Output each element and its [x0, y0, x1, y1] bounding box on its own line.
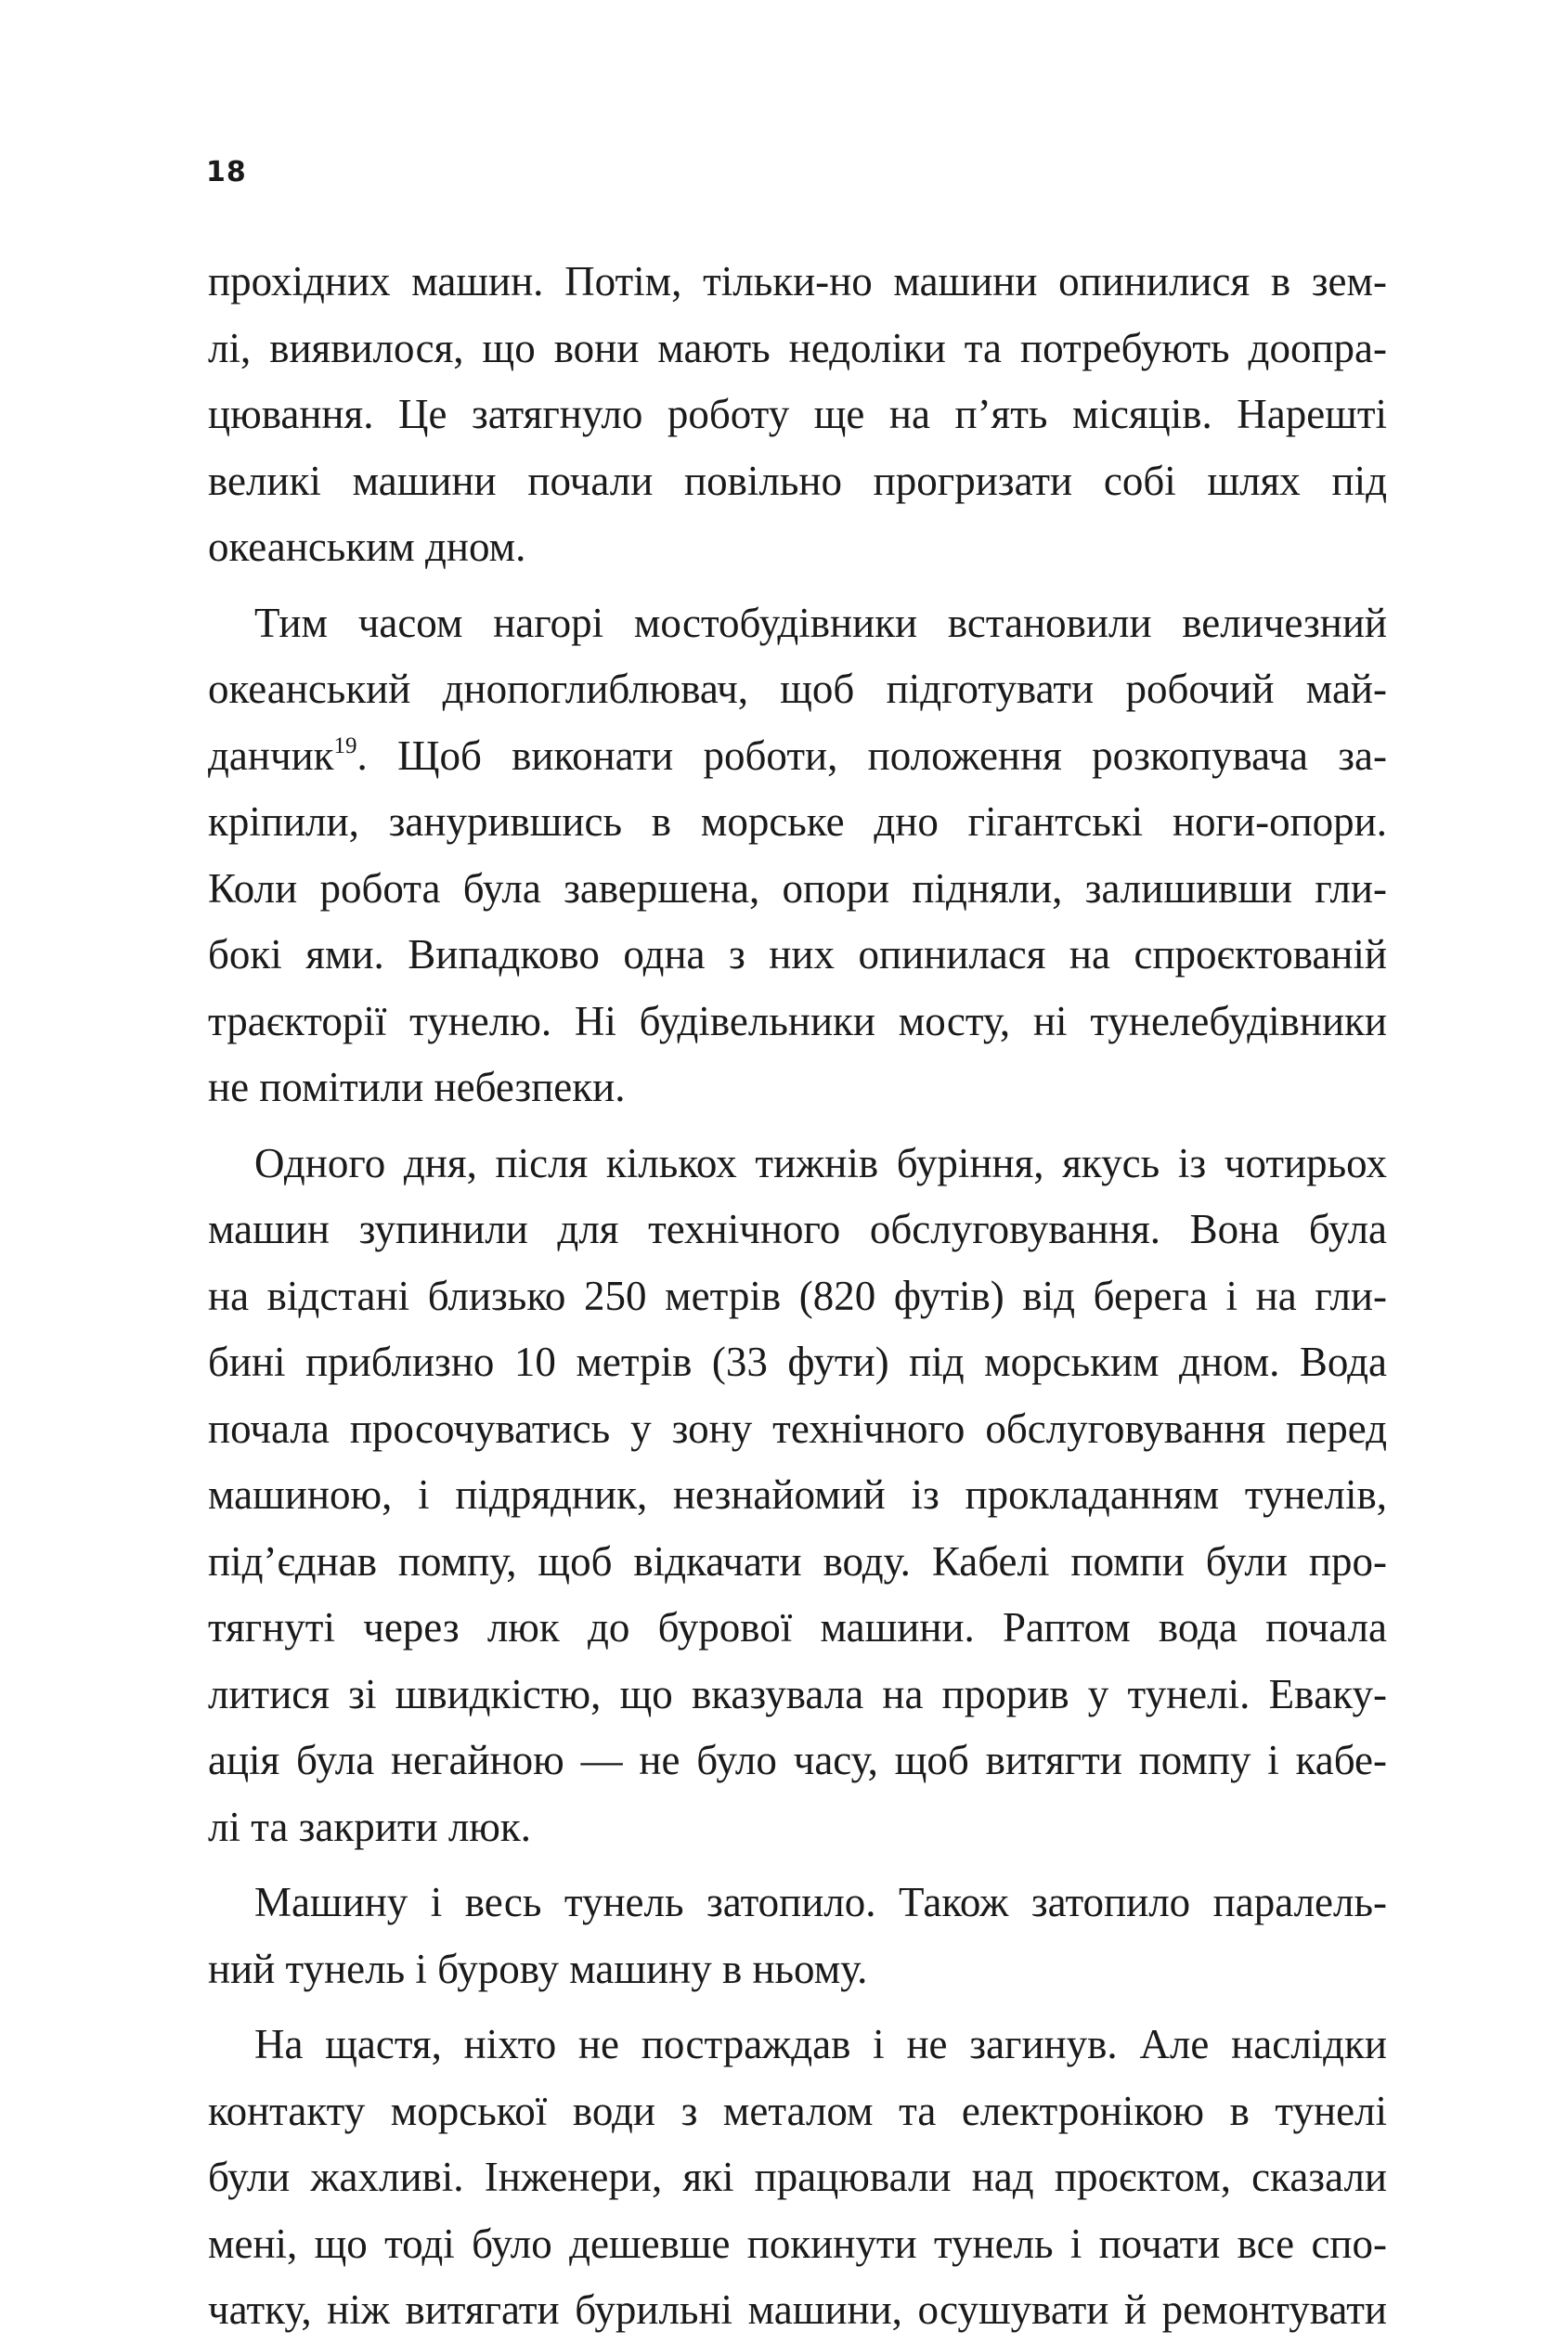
text-line: океанський днопоглиблювач, щоб підготувати робочий май- — [208, 666, 1387, 712]
text-line — [208, 723, 1387, 790]
text-line: бокі ями. Випадково одна з них опинилася на спроєктованій — [208, 931, 1387, 978]
text-line: під’єднав помпу, щоб відкачати воду. Кабелі помпи були про- — [208, 1537, 1387, 1585]
text-line: Коли робота була завершена, опори підняли, залишивши гли- — [208, 864, 1387, 912]
text-fragment: . Щоб виконати роботи, положення розкопувача за- — [356, 732, 1387, 779]
text-line: океанським дном. — [208, 524, 526, 570]
paragraph — [208, 1870, 1387, 2002]
body-text — [208, 249, 1387, 2344]
paragraph — [208, 2012, 1387, 2344]
text-line: бині приблизно 10 метрів (33 фути) під морським дном. Вода — [208, 1339, 1387, 1385]
page-number: 18 — [206, 156, 247, 188]
text-line: литися зі швидкістю, що вказувала на прорив у тунелі. Евaку- — [208, 1670, 1387, 1717]
paragraph — [208, 249, 1387, 581]
text-line: контакту морської води з металом та електронікою в тунелі — [208, 2087, 1387, 2134]
text-line: машиною, і підрядник, незнайомий із прокладанням тунелів, — [208, 1471, 1387, 1518]
text-line: на відстані близько 250 метрів (820 футів) від берега і на гли- — [208, 1272, 1387, 1319]
text-line: були жахливі. Інженери, які працювали над проєктом, сказали — [208, 2154, 1387, 2200]
text-line: Машину і весь тунель затопило. Також затопило паралель- — [254, 1879, 1387, 1925]
text-line: прохідних машин. Потім, тільки-но машини опинилися в зем- — [208, 258, 1387, 304]
text-line: мені, що тоді було дешевше покинути тунель і почати все спо- — [208, 2220, 1387, 2267]
text-line: цювання. Це затягнуло роботу ще на п’ять місяців. Нарешті — [208, 391, 1387, 437]
text-line: Одного дня, після кількох тижнів буріння, якусь із чотирьох — [254, 1139, 1387, 1186]
text-line: ний тунель і бурову машину в ньому. — [208, 1945, 868, 1992]
text-line: кріпили, занурившись в морське дно гігантські ноги-опори. — [208, 798, 1387, 845]
text-line: почала просочуватись у зону технічного обслуговування перед — [208, 1405, 1387, 1452]
text-fragment: данчик — [208, 732, 334, 779]
paragraph — [208, 590, 1387, 1121]
text-line: великі машини почали повільно прогризати собі шлях під — [208, 457, 1387, 504]
text-line: Тим часом нагорі мостобудівники встановили величезний — [254, 599, 1387, 646]
text-line: машин зупинили для технічного обслуговування. Вона була — [208, 1206, 1387, 1252]
text-line: не помітили небезпеки. — [208, 1064, 626, 1110]
text-line: чатку, ніж витягати бурильні машини, осушувати й ремонтувати — [208, 2286, 1387, 2333]
text-line: лі та закрити люк. — [208, 1803, 532, 1850]
text-line: ація була негайною — не було часу, щоб витягти помпу і кабе- — [208, 1737, 1387, 1783]
text-line: траєкторії тунелю. Ні будівельники мосту, ні тунелебудівники — [208, 997, 1387, 1044]
paragraph — [208, 1131, 1387, 1861]
text-line: лі, виявилося, що вони мають недоліки та потребують доопра- — [208, 324, 1387, 371]
text-line: тягнуті через люк до бурової машини. Раптом вода почала — [208, 1604, 1387, 1651]
text-line: На щастя, ніхто не постраждав і не загинув. Але наслідки — [254, 2021, 1387, 2067]
footnote-marker[interactable]: 19 — [333, 732, 357, 758]
